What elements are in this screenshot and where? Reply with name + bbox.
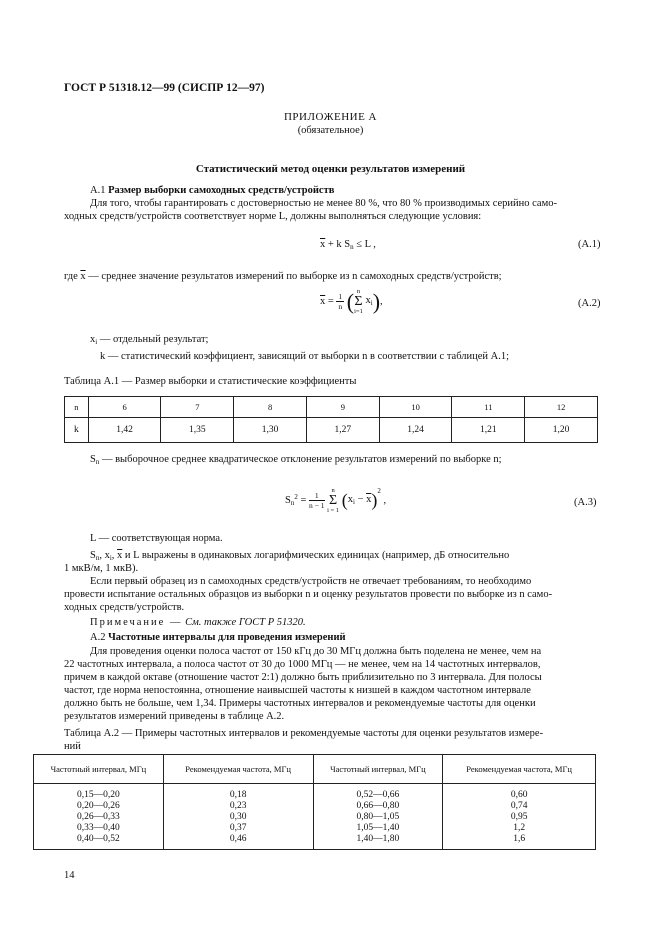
xbar-definition: — среднее значение результатов измерений по выборке из n самоходных средств/устройств; [88,271,502,282]
units-text: выражены в одинаковых логарифмических единицах (например, дБ относительно [141,550,510,561]
table-a2-caption-line: Таблица А.2 — Примеры частотных интервалов и рекомендуемые частоты для оценки результатов измере- [64,728,544,739]
note-text: См. также ГОСТ Р 51320. [185,617,306,628]
sn-line: $S_n$ — выборочное среднее квадратическое отклонение результатов измерений по выборке n; [90,454,502,466]
note-label: Примечание — [90,617,183,628]
a2-heading-number: А.2 [90,632,106,643]
table-row [65,418,598,443]
table-cell: 10 [379,397,452,418]
table-cell: 1,42 [88,418,161,443]
a2-paragraph-line: частот, где норма непостоянна, отношение наивысшей частоты к низшей в каждом частотном интервале [64,685,531,696]
equation-a2-label: (А.2) [578,298,601,309]
a2-paragraph-line: должно быть не больше, чем 1,34. Примеры частотных интервалов и рекомендуемые частоты для оценки [64,698,536,709]
table-cell: 1,35 [161,418,234,443]
cell-value: 0,52—0,66 [356,790,400,800]
cell-value: 0,60 [510,790,528,800]
equation-a3-label: (А.3) [574,497,597,508]
sn-definition: — выборочное среднее квадратическое отклонение результатов измерений по выборке n; [101,454,502,465]
xi-definition: — отдельный результат; [99,334,209,345]
table-cell: 11 [452,397,525,418]
table-cell: k [65,418,89,443]
a2-paragraph-line: результатов измерений приведены в таблице А.2. [64,711,285,722]
cell-value: 1,40—1,80 [356,834,400,844]
equation-a2: $\overline{x}$ = $\frac{1}{n}$ ( n Σ i=1 $x_i$), [320,288,383,315]
a1-heading [90,184,334,197]
cell-value: 0,46 [229,834,247,844]
table-cell: 1,24 [379,418,452,443]
cell-value: 0,30 [229,812,247,822]
cell-value: 0,33—0,40 [77,823,120,833]
cell-value: 0,23 [229,801,247,811]
xi-line: $x_i$ — отдельный результат; [90,334,209,346]
cell-value: 0,95 [510,812,528,822]
cell-value: 1,05—1,40 [356,823,400,833]
table-cell [313,784,443,850]
cell-value: 0,80—1,05 [356,812,400,822]
table-a2-caption-line: ний [64,741,81,752]
a2-paragraph-line: 22 частотных интервала, а полоса частот от 30 до 1000 МГц — не менее, чем на 14 частотных интервалов, [64,659,541,670]
cell-value: 0,15—0,20 [77,790,120,800]
table-row [34,784,596,850]
column-header: Рекомендуемая частота, МГц [443,755,596,784]
table-cell [34,784,164,850]
table-a1 [64,396,598,443]
cell-value: 0,18 [229,790,247,800]
cell-value: 0,66—0,80 [356,801,400,811]
section-title: Статистический метод оценки результатов измерений [195,163,466,175]
table-cell: 8 [234,397,307,418]
a1-paragraph-line: Для того, чтобы гарантировать с достоверностью не менее 80 %, что 80 % производимых серийно само- [90,198,557,209]
equation-a1: $\overline{x} + k$ $S_n \le L$ , [320,239,376,251]
cell-value: 0,40—0,52 [77,834,120,844]
column-header: Частотный интервал, МГц [313,755,443,784]
a1-heading-text: Размер выборки самоходных средств/устройств [108,185,335,196]
table-row [65,397,598,418]
k-definition: k — статистический коэффициент, зависящий от выборки n в соответствии с таблицей А.1; [100,351,510,362]
equation-a3: $S_n^2$ = $\frac{1}{n - 1}$ n Σ i = 1 $(x_i - \overline{x})^2$ , [285,487,387,515]
units-line: $S_n$, $x_i$, $\overline{x}$ и L выражены в одинаковых логарифмических единицах (например, дБ относительно [90,550,510,562]
table-cell: 1,27 [306,418,379,443]
first-sample-line: Если первый образец из n самоходных средств/устройств не отвечает требованиям, то необходимо [90,576,532,587]
equation-a1-label: (А.1) [578,239,601,250]
a2-heading [90,631,346,644]
cell-value: 0,74 [510,801,528,811]
table-cell: 7 [161,397,234,418]
table-a2 [33,754,596,850]
page-number: 14 [64,870,75,881]
table-cell: 1,30 [234,418,307,443]
column-header: Частотный интервал, МГц [34,755,164,784]
a2-paragraph-line: причем в каждой октаве (отношение частот 2:1) должно быть приблизительно по 3 интервала. Для полосы [64,672,542,683]
table-cell: 1,21 [452,418,525,443]
a2-paragraph-line: Для проведения оценки полоса частот от 150 кГц до 30 МГц должна быть поделена не менее, чем на [90,646,542,657]
units-line-2: 1 мкВ/м, 1 мкВ). [64,563,139,574]
first-sample-line: провести испытание остальных образцов из выборки n и оценку результатов провести по выборке из n само- [64,589,553,600]
a1-paragraph-line: ходных средств/устройств соответствует норме L, должны выполняться следующие условия: [64,211,482,222]
cell-value: 0,26—0,33 [77,812,120,822]
table-cell: n [65,397,89,418]
table-cell: 12 [525,397,598,418]
l-definition: L — соответствующая норма. [90,533,223,544]
table-header-row [34,755,596,784]
document-header: ГОСТ Р 51318.12—99 (СИСПР 12—97) [64,82,265,94]
cell-value: 1,6 [513,834,526,844]
first-sample-line: ходных средств/устройств. [64,602,185,613]
a2-heading-text: Частотные интервалы для проведения измерений [108,632,346,643]
column-header: Рекомендуемая частота, МГц [163,755,313,784]
table-cell [163,784,313,850]
table-cell [443,784,596,850]
table-cell: 6 [88,397,161,418]
where-line: где $\overline{x}$ — среднее значение результатов измерений по выборке из n самоходных средств/устройств; [64,271,502,282]
table-a1-caption: Таблица А.1 — Размер выборки и статистические коэффициенты [64,376,357,387]
cell-value: 0,20—0,26 [77,801,120,811]
appendix-title: ПРИЛОЖЕНИЕ А [283,111,377,123]
cell-value: 1,2 [513,823,526,833]
table-cell: 9 [306,397,379,418]
cell-value: 0,37 [229,823,247,833]
table-cell: 1,20 [525,418,598,443]
appendix-status: (обязательное) [297,125,364,136]
note [90,616,306,629]
a1-heading-number: А.1 [90,185,106,196]
